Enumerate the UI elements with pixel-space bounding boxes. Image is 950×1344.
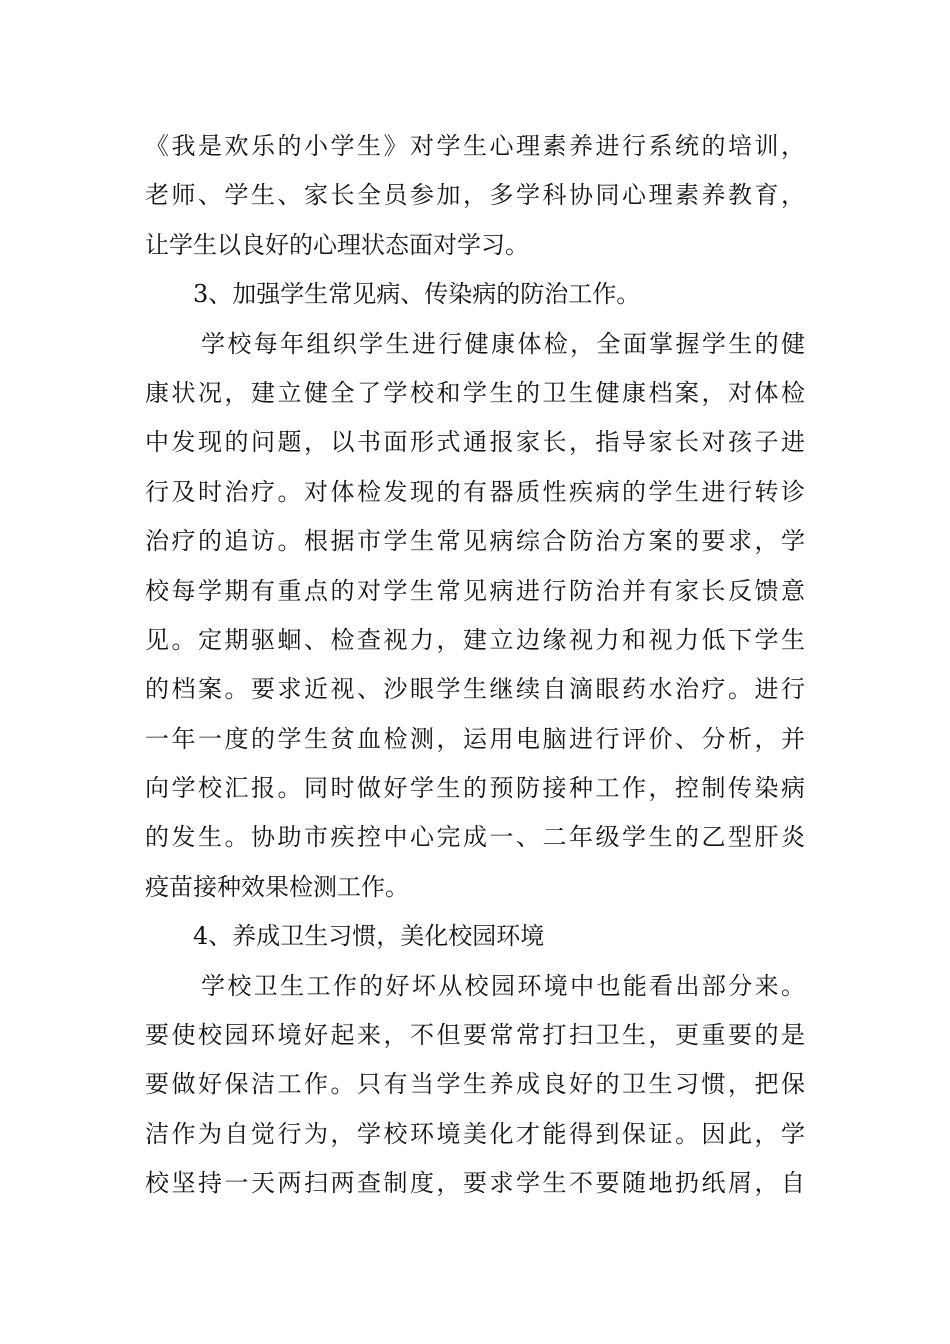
body-line: 老师、学生、家长全员参加，多学科协同心理素养教育，	[145, 181, 805, 210]
body-line: 要使校园环境好起来，不但要常常打扫卫生，更重要的是	[145, 1021, 805, 1050]
body-line: 《我是欢乐的小学生》对学生心理素养进行系统的培训，	[145, 132, 805, 160]
body-line: 让学生以良好的心理状态面对学习。	[145, 230, 529, 259]
body-line: 学校每年组织学生进行健康体检，全面掌握学生的健	[201, 329, 805, 358]
body-line: 向学校汇报。同时做好学生的预防接种工作，控制传染病	[145, 774, 805, 803]
section-heading-4: 4、养成卫生习惯，美化校园环境	[193, 922, 545, 951]
document-body	[145, 122, 805, 1209]
body-line: 治疗的追访。根据市学生常见病综合防治方案的要求，学	[145, 527, 805, 556]
body-line: 学校卫生工作的好坏从校园环境中也能看出部分来。	[201, 971, 805, 1000]
body-line: 洁作为自觉行为，学校环境美化才能得到保证。因此，学	[145, 1119, 805, 1148]
body-line: 的档案。要求近视、沙眼学生继续自滴眼药水治疗。进行	[145, 675, 805, 704]
body-line: 行及时治疗。对体检发现的有器质性疾病的学生进行转诊	[145, 477, 805, 506]
section-heading-3: 3、加强学生常见病、传染病的防治工作。	[193, 280, 641, 309]
body-line: 的发生。协助市疾控中心完成一、二年级学生的乙型肝炎	[145, 823, 805, 852]
body-line: 中发现的问题，以书面形式通报家长，指导家长对孩子进	[145, 428, 805, 457]
body-line: 康状况，建立健全了学校和学生的卫生健康档案，对体检	[145, 378, 805, 407]
body-line: 一年一度的学生贫血检测，运用电脑进行评价、分析，并	[145, 724, 805, 753]
body-line: 见。定期驱蛔、检查视力，建立边缘视力和视力低下学生	[145, 625, 805, 654]
body-line: 校每学期有重点的对学生常见病进行防治并有家长反馈意	[145, 576, 805, 605]
body-line: 校坚持一天两扫两查制度，要求学生不要随地扔纸屑，自	[145, 1169, 805, 1198]
body-line: 要做好保洁工作。只有当学生养成良好的卫生习惯，把保	[145, 1070, 805, 1099]
body-line: 疫苗接种效果检测工作。	[145, 872, 409, 901]
